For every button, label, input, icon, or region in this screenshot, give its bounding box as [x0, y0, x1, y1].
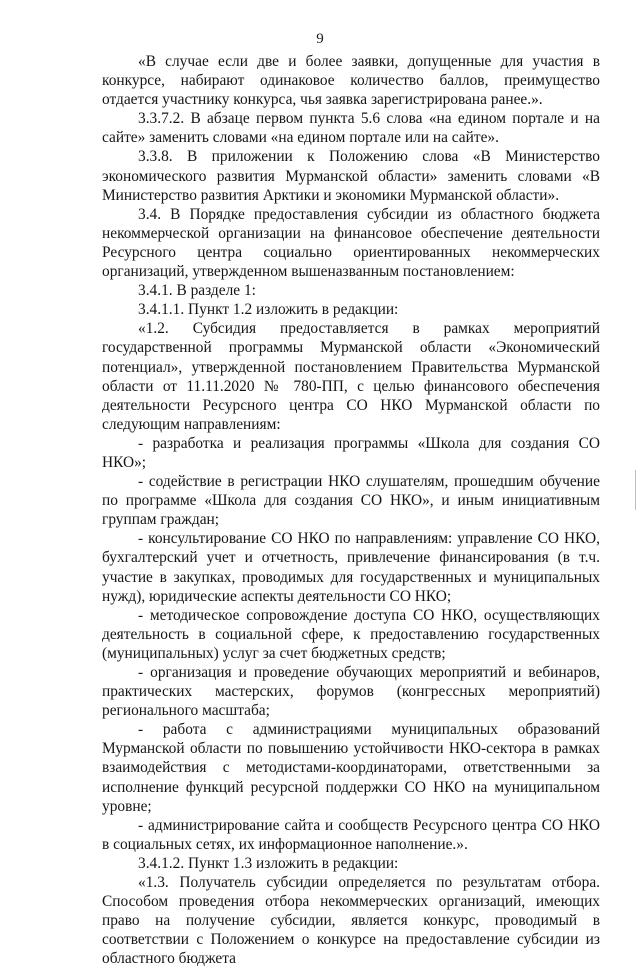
list-item-site-admin: - администрирование сайта и сообществ Ресурсного центра СО НКО в социальных сетях, их информационное наполнение.». — [102, 816, 600, 853]
page-number: 9 — [316, 31, 324, 47]
document-body — [102, 52, 600, 969]
paragraph-3-4-1-2: 3.4.1.2. Пункт 1.3 изложить в редакции: — [138, 854, 399, 872]
list-item-consulting: - консультирование СО НКО по направлениям: управление СО НКО, бухгалтерский учет и отчетность, привлечение финансирования (в т.ч. участие в закупках, проводимых для государственных и муниципальных нужд), юридические аспекты деятельности СО НКО; — [102, 530, 600, 605]
paragraph-3-4: 3.4. В Порядке предоставления субсидии из областного бюджета некоммерческой организации на финансовое обеспечение деятельности Ресурсного центра социально ориентированных некоммерческих организаций, утвержденном вышеназванным постановлением: — [102, 205, 600, 281]
paragraph-1-2: «1.2. Субсидия предоставляется в рамках мероприятий государственной программы Мурманской области «Экономический потенциал», утвержденной постановлением Правительства Мурманской области от 11.11.2020 № 780-ПП, с целью финансового обеспечения деятельности Ресурсного центра СО НКО Мурманской области по следующим направлениям: — [102, 320, 600, 433]
paragraph-1-3: «1.3. Получатель субсидии определяется по результатам отбора. Способом проведения отбора некоммерческих организаций, имеющих право на получение субсидии, является конкурс, проводимый в соответствии с Положением о конкурсе на предоставление субсидии из областного бюджета — [102, 874, 600, 968]
paragraph-3-4-1: 3.4.1. В разделе 1: — [138, 282, 256, 300]
list-item-events: - организация и проведение обучающих мероприятий и вебинаров, практических мастерских, форумов (конгрессных мероприятий) регионального масштаба; — [102, 664, 600, 720]
list-item-municipal-work: - работа с администрациями муниципальных образований Мурманской области по повышению устойчивости НКО-сектора в рамках взаимодействия с методистами-координаторами, ответственными за исполнение функций ресурсной поддержки СО НКО на муниципальном уровне; — [102, 721, 600, 815]
paragraph-3-3-7-2: 3.3.7.2. В абзаце первом пункта 5.6 слова «на едином портале и на сайте» заменить словами «на едином портале или на сайте». — [102, 110, 600, 147]
list-item-methodical-support: - методическое сопровождение доступа СО НКО, осуществляющих деятельность в социальной сфере, к предоставлению государственных (муниципальных) услуг за счет бюджетных средств; — [102, 606, 600, 662]
scan-edge-line — [632, 470, 636, 510]
paragraph-3-4-1-1: 3.4.1.1. Пункт 1.2 изложить в редакции: — [138, 301, 399, 319]
paragraph-3-3-8: 3.3.8. В приложении к Положению слова «В Министерство экономического развития Мурманской области» заменить словами «В Министерство развития Арктики и экономики Мурманской области». — [102, 148, 600, 204]
paragraph-quote-tie-rule: «В случае если две и более заявки, допущенные для участия в конкурсе, набирают одинаковое количество баллов, преимущество отдается участнику конкурса, чья заявка зарегистрирована ранее.». — [102, 53, 600, 109]
list-item-school-program: - разработка и реализация программы «Школа для создания СО НКО»; — [102, 434, 600, 471]
list-item-registration: - содействие в регистрации НКО слушателям, прошедшим обучение по программе «Школа для создания СО НКО», и иным инициативным группам граждан; — [102, 473, 600, 529]
